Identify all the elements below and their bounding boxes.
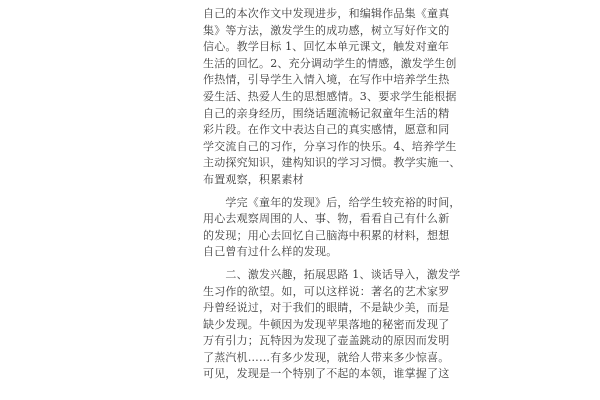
text-line: 集》等方法，激发学生的成功感，树立写好作文的 bbox=[203, 23, 450, 37]
text-line: 生活的回忆。2、充分调动学生的情感，激发学生创 bbox=[203, 56, 457, 70]
text-line: 二、激发兴趣，拓展思路 1、谈话导入，激发学 bbox=[203, 267, 461, 281]
paragraph-1 bbox=[203, 6, 461, 189]
text-line: 生习作的欲望。如，可以这样说：著名的艺术家罗 bbox=[203, 284, 450, 298]
text-line: 自己的本次作文中发现进步，和编辑作品集《童真 bbox=[203, 7, 450, 20]
text-line: 自己曾有过什么样的发现。 bbox=[203, 245, 338, 259]
text-line: 主动探究知识，建构知识的学习习惯。教学实施一、 bbox=[203, 156, 461, 170]
paragraph-3 bbox=[203, 267, 461, 383]
text-line: 的发现；用心去回忆自己脑海中积累的材料，想想 bbox=[203, 228, 450, 242]
paragraph-2 bbox=[203, 195, 461, 261]
text-line: 丹曾经说过，对于我们的眼睛，不是缺少美，而是 bbox=[203, 301, 450, 315]
text-line: 可见，发现是一个特别了不起的本领，谁掌握了这 bbox=[203, 367, 450, 381]
text-line: 爱生活、热爱人生的思想感情。3、要求学生能根据 bbox=[203, 89, 457, 103]
text-line: 学完《童年的发现》后，给学生较充裕的时间， bbox=[203, 195, 461, 209]
text-line: 学交流自己的习作，分享习作的快乐。4、培养学生 bbox=[203, 139, 457, 153]
text-line: 信心。教学目标 1、回忆本单元课文，触发对童年 bbox=[203, 40, 450, 54]
text-line: 了蒸汽机……有多少发现，就给人带来多少惊喜。 bbox=[203, 350, 450, 364]
text-line: 自己的亲身经历，围绕话题流畅记叙童年生活的精 bbox=[203, 106, 450, 120]
text-line: 缺少发现。牛顿因为发现苹果落地的秘密而发现了 bbox=[203, 317, 450, 331]
text-line: 作热情，引导学生入情入境，在写作中培养学生热 bbox=[203, 73, 450, 87]
text-line: 用心去观察周围的人、事、物，看看自己有什么新 bbox=[203, 212, 450, 226]
text-column bbox=[203, 6, 461, 383]
text-line: 布置观察，积累素材 bbox=[203, 172, 304, 186]
text-line: 万有引力；瓦特因为发现了壶盖跳动的原因而发明 bbox=[203, 334, 450, 348]
text-line: 彩片段。在作文中表达自己的真实感情，愿意和同 bbox=[203, 123, 450, 137]
